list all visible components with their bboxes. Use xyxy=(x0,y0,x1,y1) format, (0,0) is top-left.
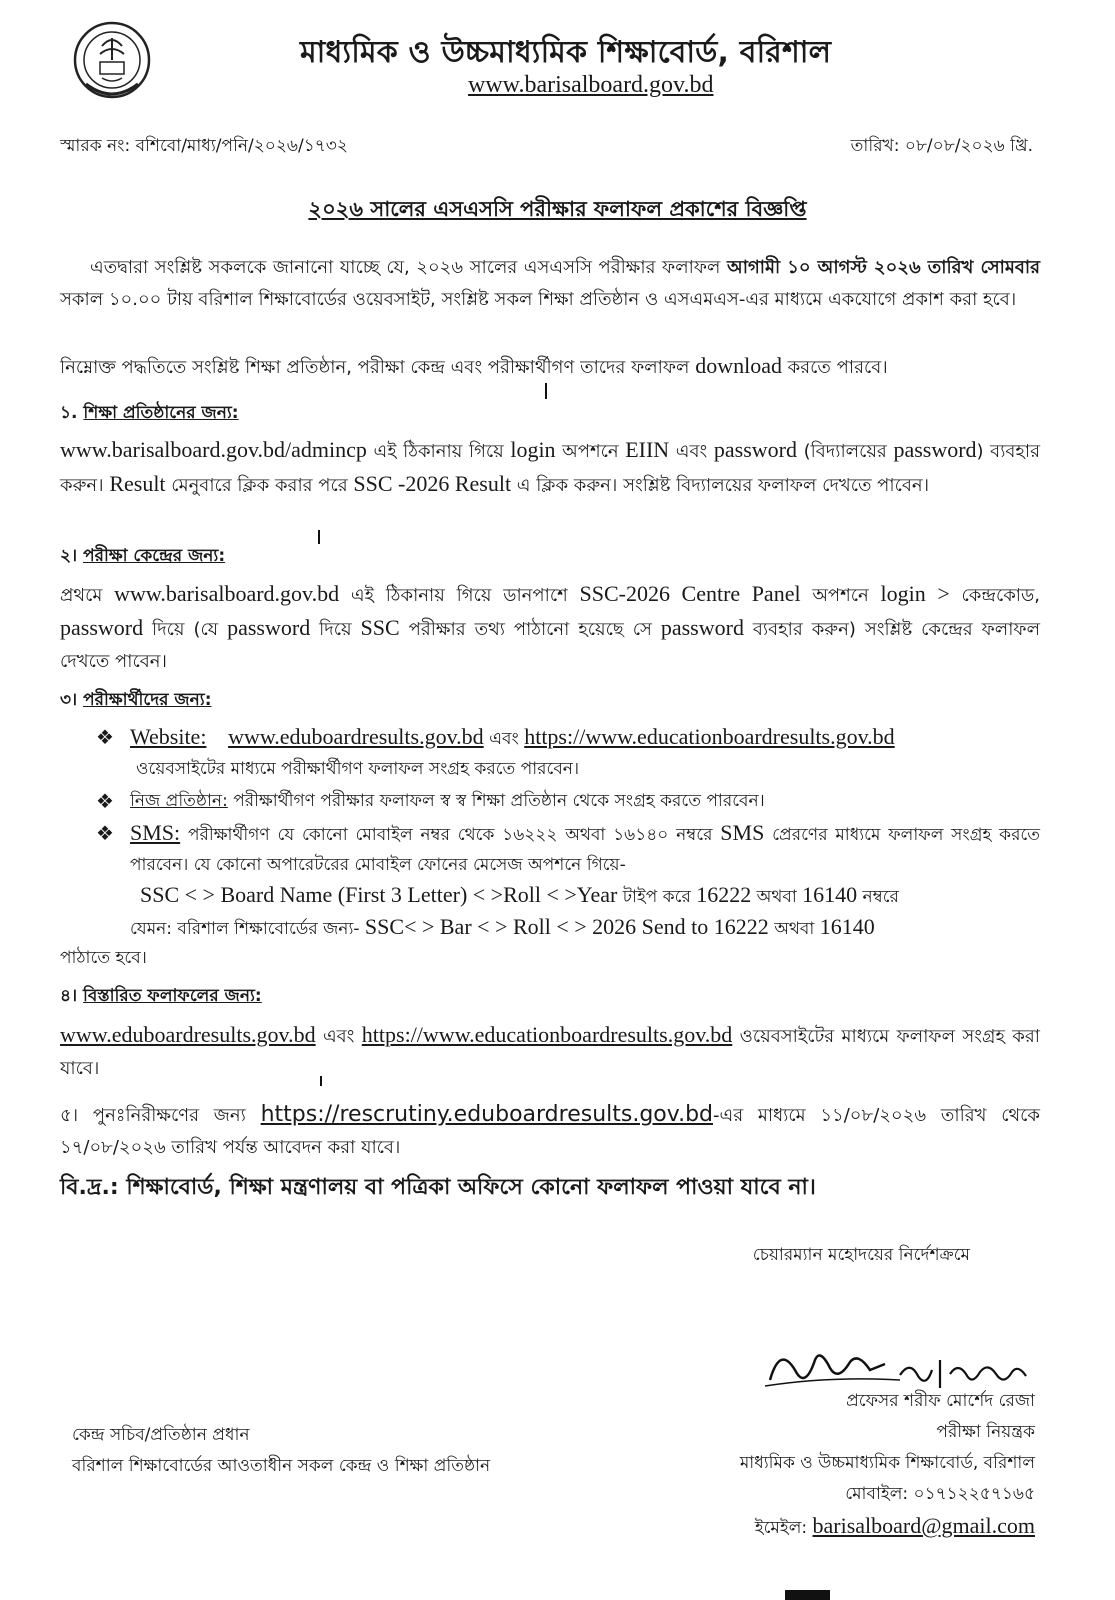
bullet-website: ❖ Website: www.eduboardresults.gov.bd এবং https://www.educationboardresults.gov.bd ওয়েবসাইটের মাধ্যমে পরীক্ষার্থীগণ ফলাফল সংগ্রহ করতে পারবেন। xyxy=(96,724,895,779)
signer-email-link[interactable]: barisalboard@gmail.com xyxy=(812,1513,1035,1538)
eduboardresults-link[interactable]: www.eduboardresults.gov.bd xyxy=(228,724,484,749)
notice-title: ২০২৬ সালের এসএসসি পরীক্ষার ফলাফল প্রকাশের বিজ্ঞপ্তি xyxy=(308,197,807,221)
section4-heading: ৪। বিস্তারিত ফলাফলের জন্য: xyxy=(60,986,262,1006)
diamond-bullet-icon: ❖ xyxy=(96,789,114,813)
board-name: মাধ্যমিক ও উচ্চমাধ্যমিক শিক্ষাবোর্ড, বরিশাল xyxy=(300,35,832,70)
bullet-own-institution: ❖ নিজ প্রতিষ্ঠান: পরীক্ষার্থীগণ পরীক্ষার ফলাফল স্ব স্ব শিক্ষা প্রতিষ্ঠান থেকে সংগ্রহ করতে পারবেন। xyxy=(96,786,1040,816)
signer-block xyxy=(675,1386,1035,1544)
diamond-bullet-icon: ❖ xyxy=(96,725,114,749)
intro-paragraph: এতদ্বারা সংশ্লিষ্ট সকলকে জানানো যাচ্ছে যে, ২০২৬ সালের এসএসসি পরীক্ষার ফলাফল আগামী ১০ আগস্ট ২০২৬ তারিখ সোমবার সকাল ১০.০০ টায় বরিশাল শিক্ষাবোর্ডের ওয়েবসাইট, সংশ্লিষ্ট সকল শিক্ষা প্রতিষ্ঠান ও এসএমএস-এর মাধ্যমে একযোগে প্রকাশ করা হবে। xyxy=(60,257,1040,310)
recipient-line2: বরিশাল শিক্ষাবোর্ডের আওতাধীন সকল কেন্দ্র ও শিক্ষা প্রতিষ্ঠান xyxy=(72,1456,491,1476)
bullet-sms: ❖ SMS: পরীক্ষার্থীগণ যে কোনো মোবাইল নম্বর থেকে ১৬২২২ অথবা ১৬১৪০ নম্বরে SMS প্রেরণের মাধ্যমে ফলাফল সংগ্রহ করতে পারবেন। যে কোনো অপারেটরের মোবাইল ফোনের মেসেজ অপশনে গিয়ে- SSC < > Board Name (First 3 Letter) < >Roll < >Year টাইপ করে 16222 অথবা 16140 নম্বরে যেমন: বরিশাল শিক্ষাবোর্ডের জন্য- SSC< > Bar < > Roll < > 2026 Send to 16222 অথবা 16140 xyxy=(96,820,1041,939)
section2-body: প্রথমে www.barisalboard.gov.bd এই ঠিকানায় গিয়ে ডানপাশে SSC-2026 Centre Panel অপশনে login > কেন্দ্রকোড, password দিয়ে (যে password দিয়ে SSC পরীক্ষার তথ্য পাঠানো হয়েছে সে password ব্যবহার করুন) সংশ্লিষ্ট কেন্দ্রের ফলাফল দেখতে পাবেন। xyxy=(60,581,1040,672)
board-site-link[interactable]: www.barisalboard.gov.bd xyxy=(114,581,340,606)
section4-body: www.eduboardresults.gov.bd এবং https://www.educationboardresults.gov.bd ওয়েবসাইটের মাধ্যমে ফলাফল সংগ্রহ করা যাবে। xyxy=(60,1022,1040,1079)
scan-mark xyxy=(785,1590,830,1600)
section5-body: ৫। পুনঃনিরীক্ষণের জন্য https://rescrutiny.eduboardresults.gov.bd-এর মাধ্যমে ১১/০৮/২০২৬ তারিখ থেকে ১৭/০৮/২০২৬ তারিখ পর্যন্ত আবেদন করা যাবে। xyxy=(60,1102,1040,1158)
section3-bullets xyxy=(96,722,1040,946)
scan-mark xyxy=(318,530,320,544)
recipient-block xyxy=(72,1420,490,1482)
admincp-link[interactable]: www.barisalboard.gov.bd/admincp xyxy=(60,437,367,462)
rescrutiny-link[interactable]: https://rescrutiny.eduboardresults.gov.bd xyxy=(260,1102,713,1127)
by-order-line: চেয়ারম্যান মহোদয়ের নির্দেশক্রমে xyxy=(752,1245,970,1265)
section1-body: www.barisalboard.gov.bd/admincp এই ঠিকানায় গিয়ে login অপশনে EIIN এবং password (বিদ্যালয়ের password) ব্যবহার করুন। Result মেনুবারে ক্লিক করার পরে SSC -2026 Result এ ক্লিক করুন। সংশ্লিষ্ট বিদ্যালয়ের ফলাফল দেখতে পাবেন। xyxy=(60,437,1041,496)
signer-email-line: ইমেইল: barisalboard@gmail.com xyxy=(754,1513,1035,1538)
board-seal-logo xyxy=(72,20,152,100)
recipient-line1: কেন্দ্র সচিব/প্রতিষ্ঠান প্রধান xyxy=(72,1425,250,1445)
board-website-link[interactable]: www.barisalboard.gov.bd xyxy=(468,72,714,98)
section1-heading: ১. শিক্ষা প্রতিষ্ঠানের জন্য: xyxy=(60,403,239,423)
signer-org: মাধ্যমিক ও উচ্চমাধ্যমিক শিক্ষাবোর্ড, বরিশাল xyxy=(739,1453,1035,1473)
educationboardresults-link-2[interactable]: https://www.educationboardresults.gov.bd xyxy=(361,1022,733,1047)
section3-heading: ৩। পরীক্ষার্থীদের জন্য: xyxy=(60,690,212,710)
important-note: বি.দ্র.: শিক্ষাবোর্ড, শিক্ষা মন্ত্রণালয় বা পত্রিকা অফিসে কোনো ফলাফল পাওয়া যাবে না। xyxy=(60,1175,816,1200)
result-date-bold: আগামী ১০ আগস্ট ২০২৬ তারিখ সোমবার xyxy=(726,257,1040,278)
diamond-bullet-icon: ❖ xyxy=(96,821,114,845)
educationboardresults-link[interactable]: https://www.educationboardresults.gov.bd xyxy=(524,724,895,749)
signer-title: পরীক্ষা নিয়ন্ত্রক xyxy=(936,1422,1035,1442)
scan-mark xyxy=(545,383,547,399)
eduboardresults-link-2[interactable]: www.eduboardresults.gov.bd xyxy=(60,1022,316,1047)
scan-mark xyxy=(320,1076,322,1086)
memo-reference: স্মারক নং: বশিবো/মাধ্য/পনি/২০২৬/১৭৩২ xyxy=(60,136,348,156)
section2-heading: ২। পরীক্ষা কেন্দ্রের জন্য: xyxy=(60,546,226,566)
signer-name: প্রফেসর শরীফ মোর্শেদ রেজা xyxy=(846,1391,1035,1411)
memo-date: তারিখ: ০৮/০৮/২০২৬ খ্রি. xyxy=(850,136,1033,156)
signer-mobile: মোবাইল: ০১৭১২২৫৭১৬৫ xyxy=(845,1484,1035,1504)
sms-tail: পাঠাতে হবে। xyxy=(60,948,147,968)
method-paragraph: নিম্নোক্ত পদ্ধতিতে সংশ্লিষ্ট শিক্ষা প্রতিষ্ঠান, পরীক্ষা কেন্দ্র এবং পরীক্ষার্থীগণ তাদের ফলাফল download করতে পারবে। xyxy=(60,353,888,378)
